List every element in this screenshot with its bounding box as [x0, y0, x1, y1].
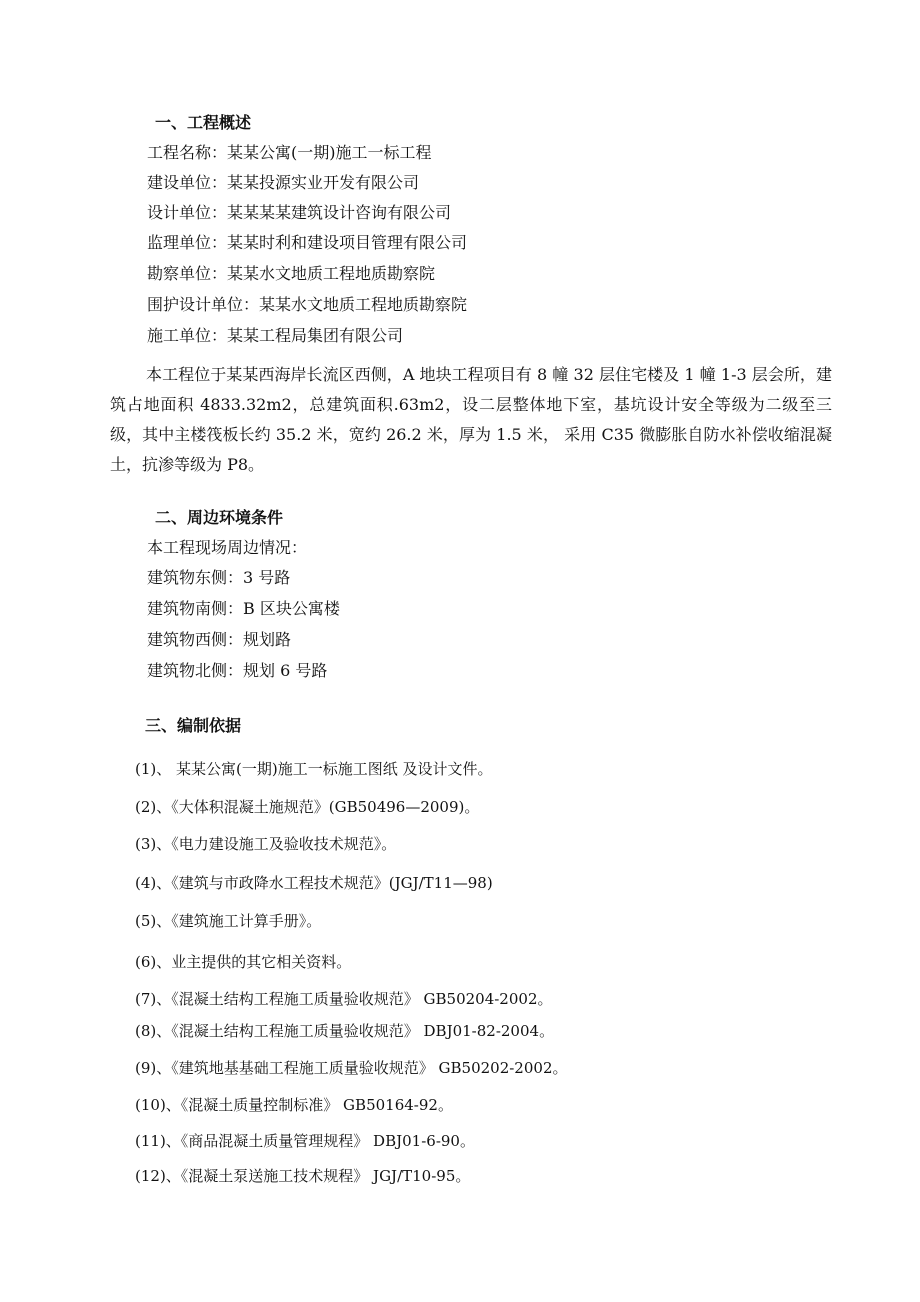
project-name-line: 工程名称：某某公寓(一期)施工一标工程: [147, 143, 432, 162]
reference-item: (7)、《混凝土结构工程施工质量验收规范》 GB50204-2002。: [135, 990, 553, 1008]
construction-unit-line: 施工单位：某某工程局集团有限公司: [147, 326, 404, 345]
east-side-line: 建筑物东侧：3 号路: [147, 568, 291, 587]
reference-item: (6)、业主提供的其它相关资料。: [135, 953, 352, 971]
section2-heading: 二、周边环境条件: [155, 508, 284, 527]
reference-item: (2)、《大体积混凝土施规范》(GB50496—2009)。: [135, 798, 480, 816]
surroundings-intro: 本工程现场周边情况：: [147, 538, 308, 557]
section1-heading: 一、工程概述: [155, 113, 252, 132]
west-side-line: 建筑物西侧：规划路: [147, 630, 292, 649]
reference-item: (4)、《建筑与市政降水工程技术规范》(JGJ/T11—98): [135, 874, 493, 892]
reference-item: (3)、《电力建设施工及验收技术规范》。: [135, 835, 397, 853]
reference-item: (9)、《建筑地基基础工程施工质量验收规范》 GB50202-2002。: [135, 1059, 568, 1077]
retaining-design-unit-line: 围护设计单位：某某水文地质工程地质勘察院: [147, 295, 468, 314]
reference-item: (8)、《混凝土结构工程施工质量验收规范》 DBJ01-82-2004。: [135, 1022, 555, 1040]
owner-unit-line: 建设单位：某某投源实业开发有限公司: [147, 173, 420, 192]
project-description-text: 本工程位于某某西海岸长流区西侧，A 地块工程项目有 8 幢 32 层住宅楼及 1 幢 1-3 层会所，建筑占地面积 4833.32m2，总建筑面积.63m2，设二层整体地下室，基坑设计安全等级为二级至三级，其中主楼筏板长约 35.2 米，宽约 26.2 米，厚为 1.5 米， 采用 C35 微膨胀自防水补偿收缩混凝土，抗渗等级为 P8。: [110, 365, 832, 474]
survey-unit-line: 勘察单位：某某水文地质工程地质勘察院: [147, 264, 436, 283]
design-unit-line: 设计单位：某某某某建筑设计咨询有限公司: [147, 203, 452, 222]
reference-item: (10)、《混凝土质量控制标准》 GB50164-92。: [135, 1096, 453, 1114]
reference-item: (1)、 某某公寓(一期)施工一标施工图纸 及设计文件。: [135, 760, 493, 778]
south-side-line: 建筑物南侧：B 区块公寓楼: [147, 599, 340, 618]
section3-heading: 三、编制依据: [145, 716, 242, 735]
reference-item: (12)、《混凝土泵送施工技术规程》 JGJ/T10-95。: [135, 1167, 471, 1185]
reference-item: (5)、《建筑施工计算手册》。: [135, 912, 322, 930]
reference-item: (11)、《商品混凝土质量管理规程》 DBJ01-6-90。: [135, 1132, 475, 1150]
north-side-line: 建筑物北侧：规划 6 号路: [147, 661, 328, 680]
supervision-unit-line: 监理单位：某某时利和建设项目管理有限公司: [147, 233, 468, 252]
project-description-paragraph: [110, 360, 832, 480]
